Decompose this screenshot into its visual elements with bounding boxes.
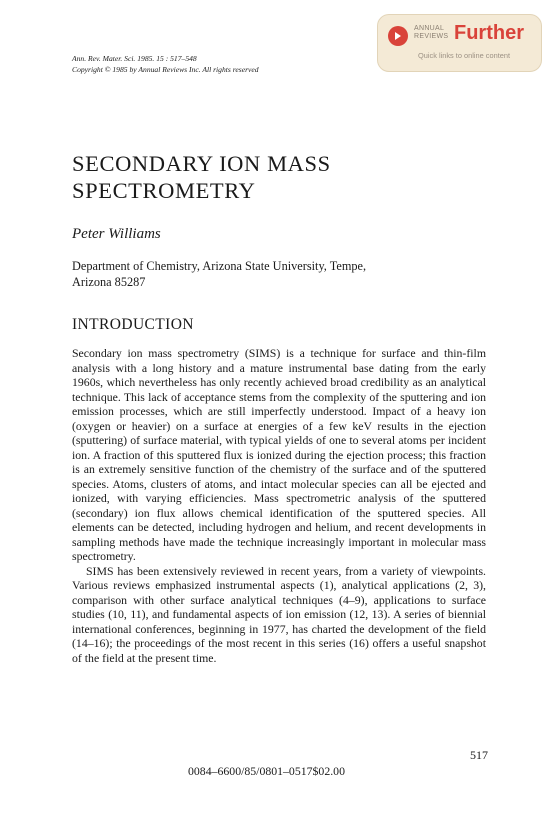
article-body (72, 346, 486, 665)
journal-citation (72, 53, 259, 75)
banner-tagline: Quick links to online content (418, 51, 511, 60)
author-affiliation: Department of Chemistry, Arizona State University, Tempe, Arizona 85287 (72, 259, 367, 289)
article-title (72, 150, 331, 204)
paragraph: Secondary ion mass spectrometry (SIMS) is a technique for surface and thin-film analysis with a long history and a mature instrumental base dating from the early 1960s, which nevertheless has only recently achieved broad credibility as an analytical technique. This lack of acceptance stems from the complexity of the sputtering and ion emission processes, which are still imperfectly understood. Impact of a heavy ion (oxygen or heavier) on a surface at energies of a few keV results in the ejection (sputtering) of surface material, with typical yields of one to several atoms per incident ion. A fraction of this sputtered flux is ionized during the ejection process; this fraction is an extremely sensitive function of the chemistry of the surface and of the sputtered species. Atoms, clusters of atoms, and intact molecular species can all be ejected and ionized, with varying efficiencies. Mass spectrometric analysis of the sputtered (secondary) ion flux allows chemical identification of the sputtered species. All elements can be detected, including hydrogen and helium, and recent developments in sampling methods have made the technique increasingly important in molecular mass spectrometry. (72, 346, 486, 563)
section-heading: INTRODUCTION (72, 316, 194, 333)
title-line-2: SPECTROMETRY (72, 178, 256, 203)
page-number: 517 (470, 748, 488, 762)
author-name: Peter Williams (72, 226, 161, 242)
further-label: Further (454, 22, 524, 44)
annual-reviews-brand: ANNUAL REVIEWS (414, 25, 449, 40)
paragraph: SIMS has been extensively reviewed in recent years, from a variety of viewpoints. Various reviews emphasized instrumental aspects (1), analytical applications (2, 3), comparison with other surface analytical techniques (4–9), applications to surface studies (10, 11), and fundamental aspects of ion emission (12, 13). A series of biennial international conferences, beginning in 1977, has charted the development of the field (14–16); the proceedings of the most recent in this series (16) offers a useful snapshot of the field at the present time. (72, 563, 486, 665)
citation-journal-line: Ann. Rev. Mater. Sci. 1985. 15 : 517–548 (72, 54, 197, 63)
further-links-banner[interactable] (377, 14, 542, 72)
title-line-1: SECONDARY ION MASS (72, 151, 331, 176)
annual-reviews-logo-icon (388, 26, 408, 46)
article-code: 0084–6600/85/0801–0517$02.00 (188, 764, 345, 778)
citation-copyright-line: Copyright © 1985 by Annual Reviews Inc. All rights reserved (72, 65, 259, 74)
